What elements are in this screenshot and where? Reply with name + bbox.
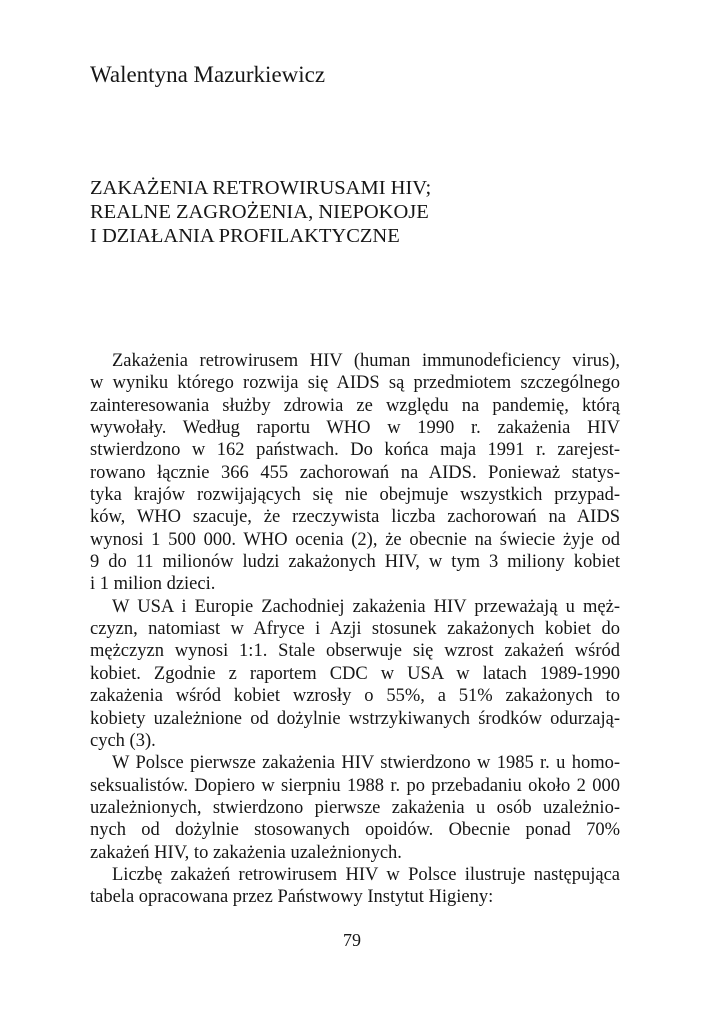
paragraph [90,864,620,909]
paragraph [90,596,620,752]
text-line: i 1 milion dzieci. [90,574,216,595]
text-line: W Polsce pierwsze zakażenia HIV stwierdzono w 1985 r. u homo- [112,753,620,774]
title-line: ZAKAŻENIA RETROWIRUSAMI HIV; [90,177,432,199]
author-name: Walentyna Mazurkiewicz [90,62,326,87]
text-line: wynosi 1 500 000. WHO ocenia (2), że obecnie na świecie żyje od [90,529,620,550]
text-line: zakażenia wśród kobiet wzrosły o 55%, a 51% zakażonych to [90,686,620,707]
text-line: tyka krajów rozwijających się nie obejmuje wszystkich przypad- [90,485,620,506]
text-line: stwierdzono w 162 państwach. Do końca maja 1991 r. zarejest- [90,440,620,461]
text-line: W USA i Europie Zachodniej zakażenia HIV przeważają u męż- [112,596,620,617]
text-line: kobiet. Zgodnie z raportem CDC w USA w latach 1989-1990 [90,663,620,684]
text-line: zakażeń HIV, to zakażenia uzależnionych. [90,842,402,863]
text-line: nych od dożylnie stosowanych opoidów. Obecnie ponad 70% [90,820,620,841]
text-line: kobiety uzależnione od dożylnie wstrzykiwanych środków odurzają- [90,708,620,729]
text-line: wywołały. Według raportu WHO w 1990 r. zakażenia HIV [90,418,620,439]
text-line: tabela opracowana przez Państwowy Instytut Higieny: [90,887,494,908]
body-text [90,350,620,909]
text-line: cych (3). [90,730,156,751]
paragraph [90,350,620,596]
text-line: zainteresowania służby zdrowia ze względu na pandemię, którą [90,395,620,416]
text-line: mężczyzn wynosi 1:1. Stale obserwuje się wzrost zakażeń wśród [90,641,620,662]
text-line: rowano łącznie 366 455 zachorowań na AIDS. Ponieważ statys- [90,462,620,483]
text-line: Zakażenia retrowirusem HIV (human immunodeficiency virus), [112,351,620,371]
text-line: ków, WHO szacuje, że rzeczywista liczba zachorowań na AIDS [90,507,620,528]
text-line: Liczbę zakażeń retrowirusem HIV w Polsce ilustruje następująca [112,864,620,885]
chapter-title [90,176,431,248]
text-line: uzależnionych, stwierdzono pierwsze zakażenia u osób uzależnio- [90,797,620,818]
title-line: I DZIAŁANIA PROFILAKTYCZNE [90,225,400,247]
text-line: w wyniku którego rozwija się AIDS są przedmiotem szczególnego [90,373,620,394]
text-line: czyzn, natomiast w Afryce i Azji stosunek zakażonych kobiet do [90,619,620,640]
text-line: seksualistów. Dopiero w sierpniu 1988 r. po przebadaniu około 2 000 [90,775,620,796]
text-line: 9 do 11 milionów ludzi zakażonych HIV, w tym 3 miliony kobiet [90,552,620,573]
title-line: REALNE ZAGROŻENIA, NIEPOKOJE [90,201,429,223]
paragraph [90,752,620,864]
page-number: 79 [343,930,361,950]
